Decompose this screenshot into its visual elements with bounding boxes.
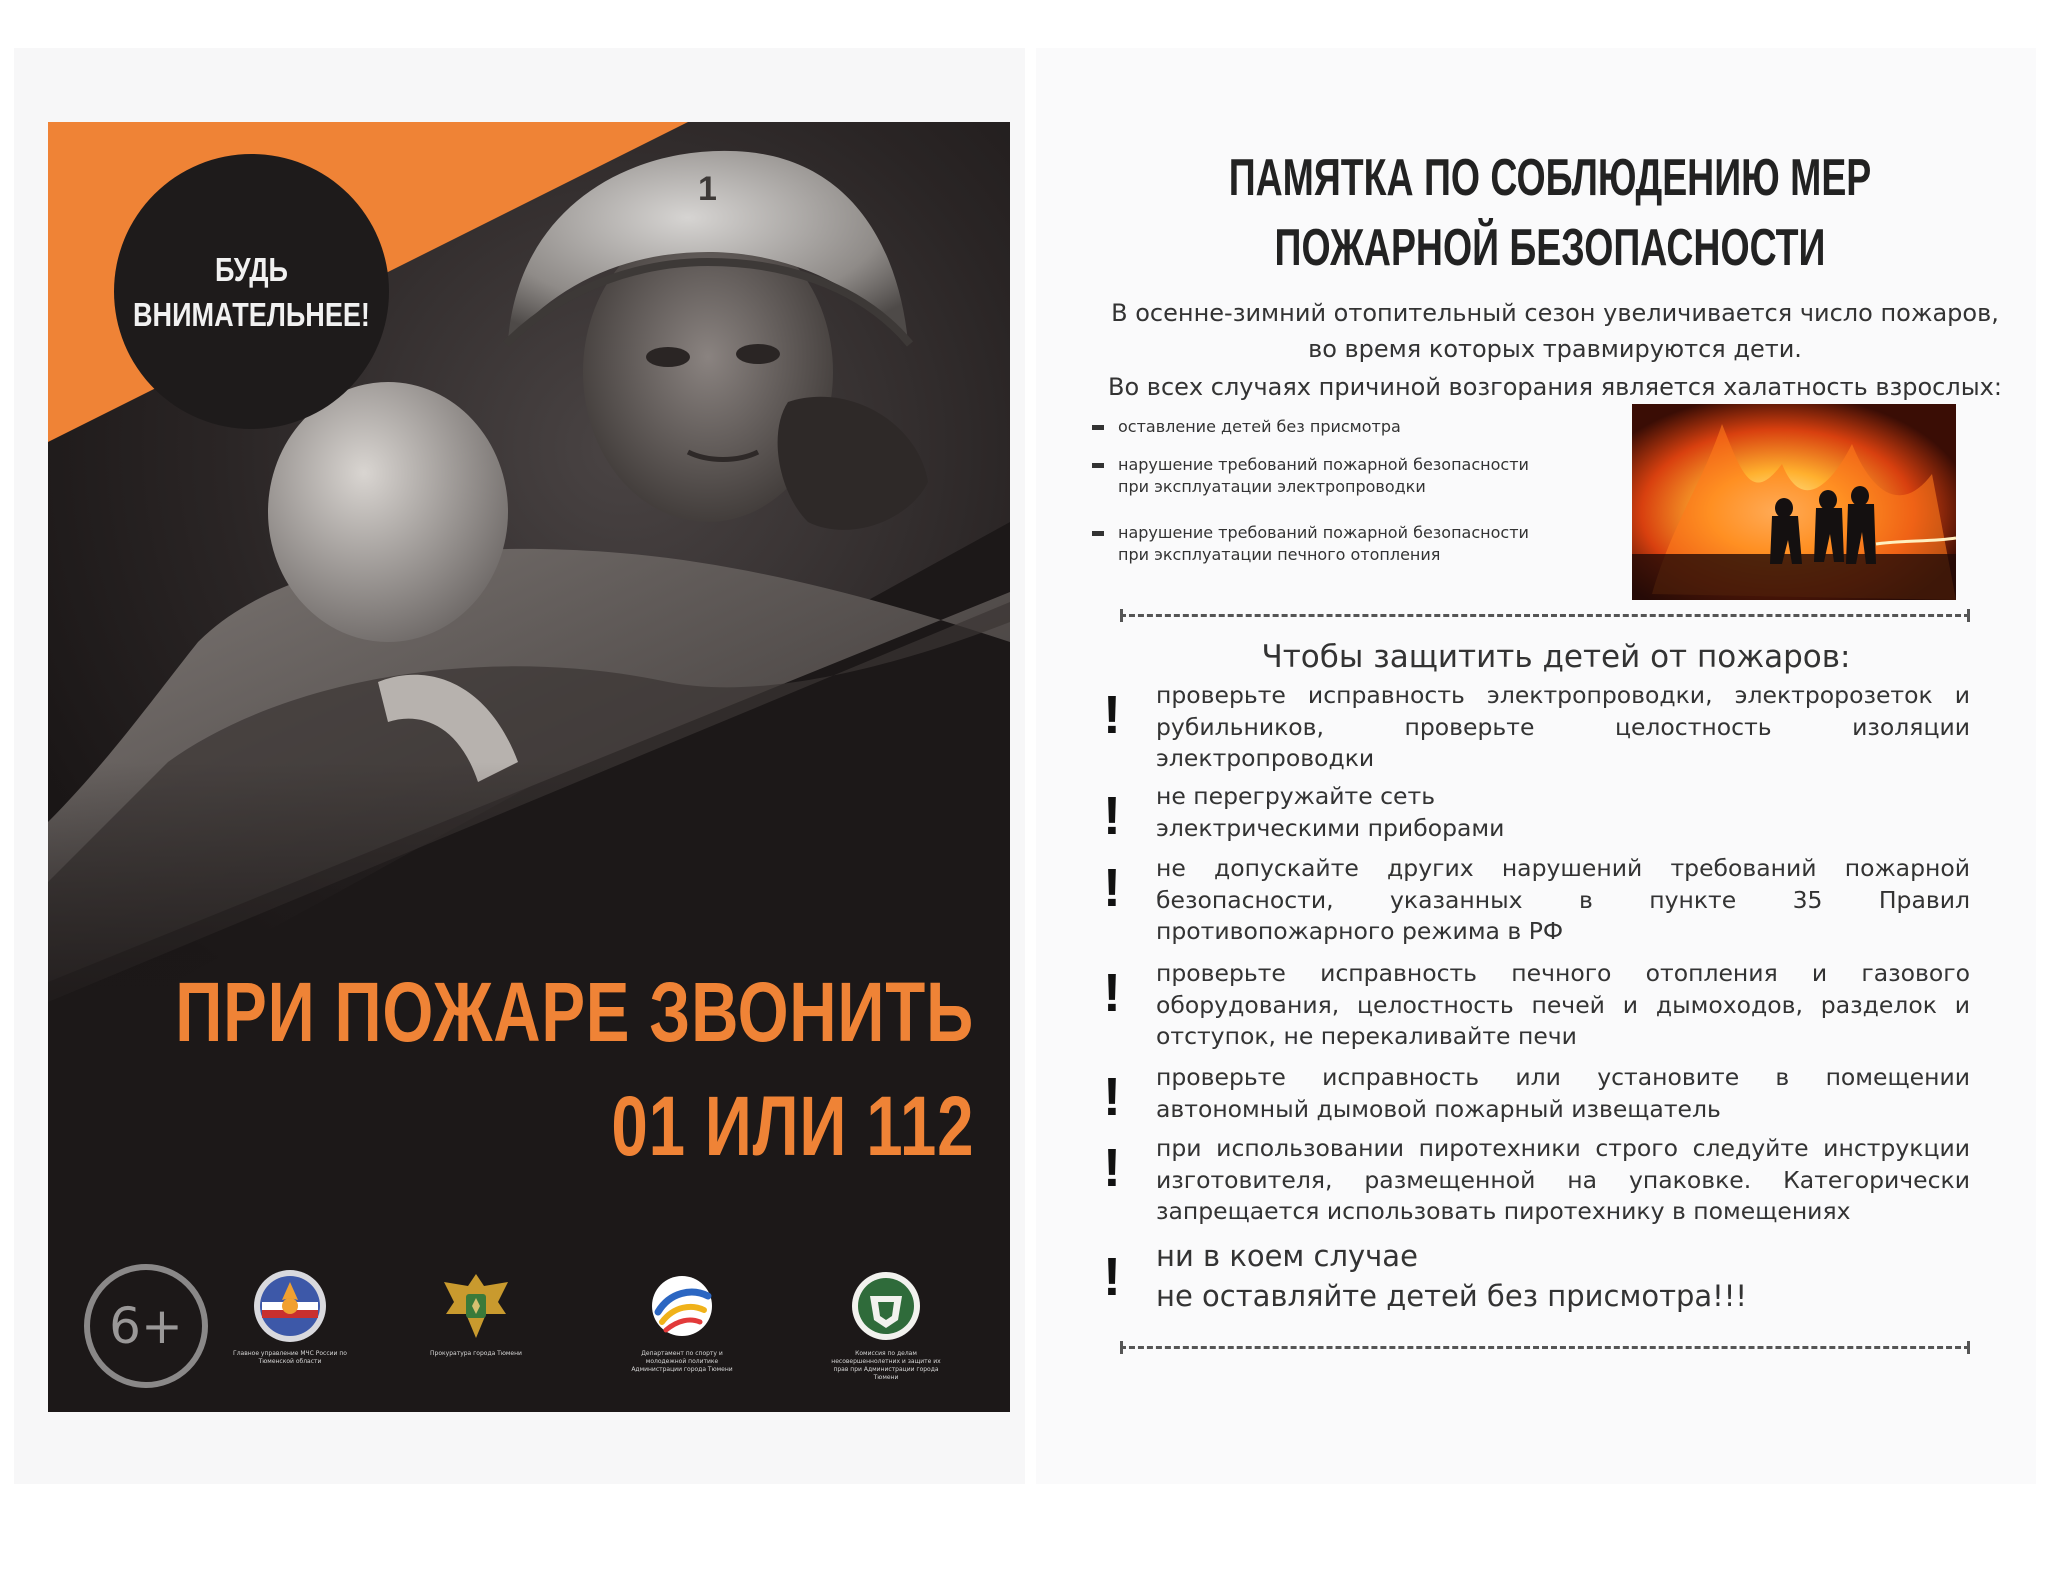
- sport-department-caption: Департамент по спорту и молодежной политике Администрации города Тюмени: [631, 1350, 733, 1373]
- emercom-emblem-icon: [252, 1268, 328, 1344]
- safety-rule: [1094, 1133, 1970, 1228]
- sport-department-icon: [644, 1268, 720, 1344]
- cause-item: [1092, 522, 1592, 566]
- section-divider: [1120, 1346, 1970, 1349]
- commission-logo: [826, 1268, 946, 1382]
- emergency-call-slogan: ПРИ ПОЖАРЕ ЗВОНИТЬ: [175, 965, 974, 1059]
- prosecutor-logo: [416, 1268, 536, 1358]
- bullet-marker: [1092, 425, 1104, 430]
- memo-title-line-2: ПОЖАРНОЙ БЕЗОПАСНОСТИ: [1274, 219, 1826, 277]
- memo-title: [1090, 143, 2010, 283]
- rule-text: при использовании пиротехники строго следуйте инструкции изготовителя, размещенной на упаковке. Категорически запрещается использовать пиротехнику в помещениях: [1156, 1134, 1970, 1225]
- rule-text: проверьте исправность печного отопления и газового оборудования, целостность печей и дымоходов, разделок и отступок, не перекаливайте печи: [1156, 959, 1970, 1050]
- prosecutor-caption: Прокуратура города Тюмени: [430, 1350, 522, 1357]
- rule-text: проверьте исправность электропроводки, электророзеток и рубильников, проверьте целостность изоляции электропроводки: [1156, 681, 1970, 772]
- rule-text: ни в коем случае не оставляйте детей без присмотра!!!: [1156, 1239, 1748, 1313]
- cause-text: нарушение требований пожарной безопасности при эксплуатации печного отопления: [1118, 523, 1529, 564]
- memo-title-line-1: ПАМЯТКА ПО СОБЛЮДЕНИЮ МЕР: [1228, 149, 1872, 207]
- exclamation-icon: !: [1103, 685, 1121, 745]
- safety-rule: [1094, 781, 1970, 844]
- intro-line-1: В осенне-зимний отопительный сезон увеличивается число пожаров,: [1111, 299, 1999, 327]
- safety-rule: [1094, 853, 1970, 948]
- cause-item: [1092, 454, 1592, 498]
- badge-line-2: ВНИМАТЕЛЬНЕЕ!: [133, 295, 370, 333]
- bullet-marker: [1092, 463, 1104, 468]
- exclamation-icon: !: [1103, 963, 1121, 1023]
- safety-rule: [1094, 680, 1970, 775]
- cause-text: оставление детей без присмотра: [1118, 417, 1401, 436]
- sport-department-logo: [622, 1268, 742, 1374]
- firefighters-fire-photo: [1632, 404, 1956, 600]
- section-divider: [1120, 614, 1970, 617]
- badge-line-1: БУДЬ: [215, 250, 288, 288]
- cause-item: [1092, 416, 1592, 438]
- exclamation-icon: !: [1103, 1138, 1121, 1198]
- safety-rule: [1094, 1062, 1970, 1125]
- intro-line-3: Во всех случаях причиной возгорания является халатность взрослых:: [1108, 373, 2002, 401]
- exclamation-icon: !: [1103, 1247, 1121, 1307]
- safety-rule: [1094, 1236, 1970, 1316]
- commission-caption: Комиссия по делам несовершеннолетних и защите их прав при Администрации города Тюмени: [831, 1350, 941, 1381]
- age-rating-badge: 6+: [84, 1264, 208, 1388]
- emercom-logo: [230, 1268, 350, 1366]
- emergency-numbers: 01 ИЛИ 112: [611, 1079, 974, 1173]
- protect-children-heading: Чтобы защитить детей от пожаров:: [1261, 639, 1851, 675]
- safety-rule: [1094, 958, 1970, 1053]
- bullet-marker: [1092, 531, 1104, 536]
- rule-text: не перегружайте сеть электрическими приборами: [1156, 782, 1505, 842]
- rule-text: не допускайте других нарушений требований пожарной безопасности, указанных в пункте 35 Правил противопожарного режима в РФ: [1156, 854, 1970, 945]
- cause-text: нарушение требований пожарной безопасности при эксплуатации электропроводки: [1118, 455, 1529, 496]
- be-careful-badge: [114, 154, 389, 429]
- svg-text:1: 1: [698, 170, 717, 208]
- fire-safety-poster: [48, 122, 1010, 1412]
- exclamation-icon: !: [1103, 1067, 1121, 1127]
- emercom-caption: Главное управление МЧС России по Тюменской области: [233, 1350, 347, 1365]
- commission-emblem-icon: [848, 1268, 924, 1344]
- prosecutor-eagle-icon: [438, 1268, 514, 1344]
- exclamation-icon: !: [1103, 786, 1121, 846]
- intro-line-2: во время которых травмируются дети.: [1308, 335, 1802, 363]
- exclamation-icon: !: [1103, 858, 1121, 918]
- rule-text: проверьте исправность или установите в помещении автономный дымовой пожарный извещатель: [1156, 1063, 1970, 1123]
